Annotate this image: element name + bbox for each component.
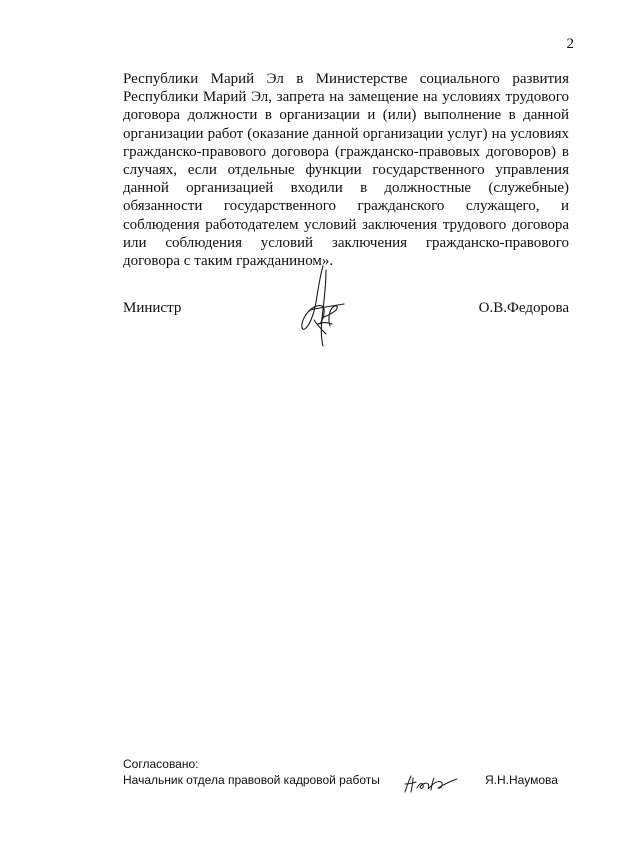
handwritten-initials-icon	[401, 772, 461, 796]
page-number: 2	[566, 36, 574, 52]
body-paragraph: Республики Марий Эл в Министерстве социального развития Республики Марий Эл, запрета на замещение на условиях трудового договора должности в организации и (или) выполнение в данной организации работ (оказание данной организации услуг) на условиях гражданско-правового договора (гражданско-правовых договоров) в случаях, если отдельные функции государственного управления данной организацией входили в должностные (служебные) обязанности государственного гражданского служащего, и соблюдения работодателем условий заключения трудового договора или соблюдения условий заключения гражданско-правового договора с таким гражданином».	[123, 71, 569, 270]
handwritten-signature-icon	[296, 262, 348, 350]
signatory-name: О.В.Федорова	[478, 300, 569, 316]
approver-name: Я.Н.Наумова	[485, 773, 558, 787]
approver-position: Начальник отдела правовой кадровой работы	[123, 773, 380, 787]
approval-label: Согласовано:	[123, 757, 199, 771]
signatory-role: Министр	[123, 300, 182, 316]
